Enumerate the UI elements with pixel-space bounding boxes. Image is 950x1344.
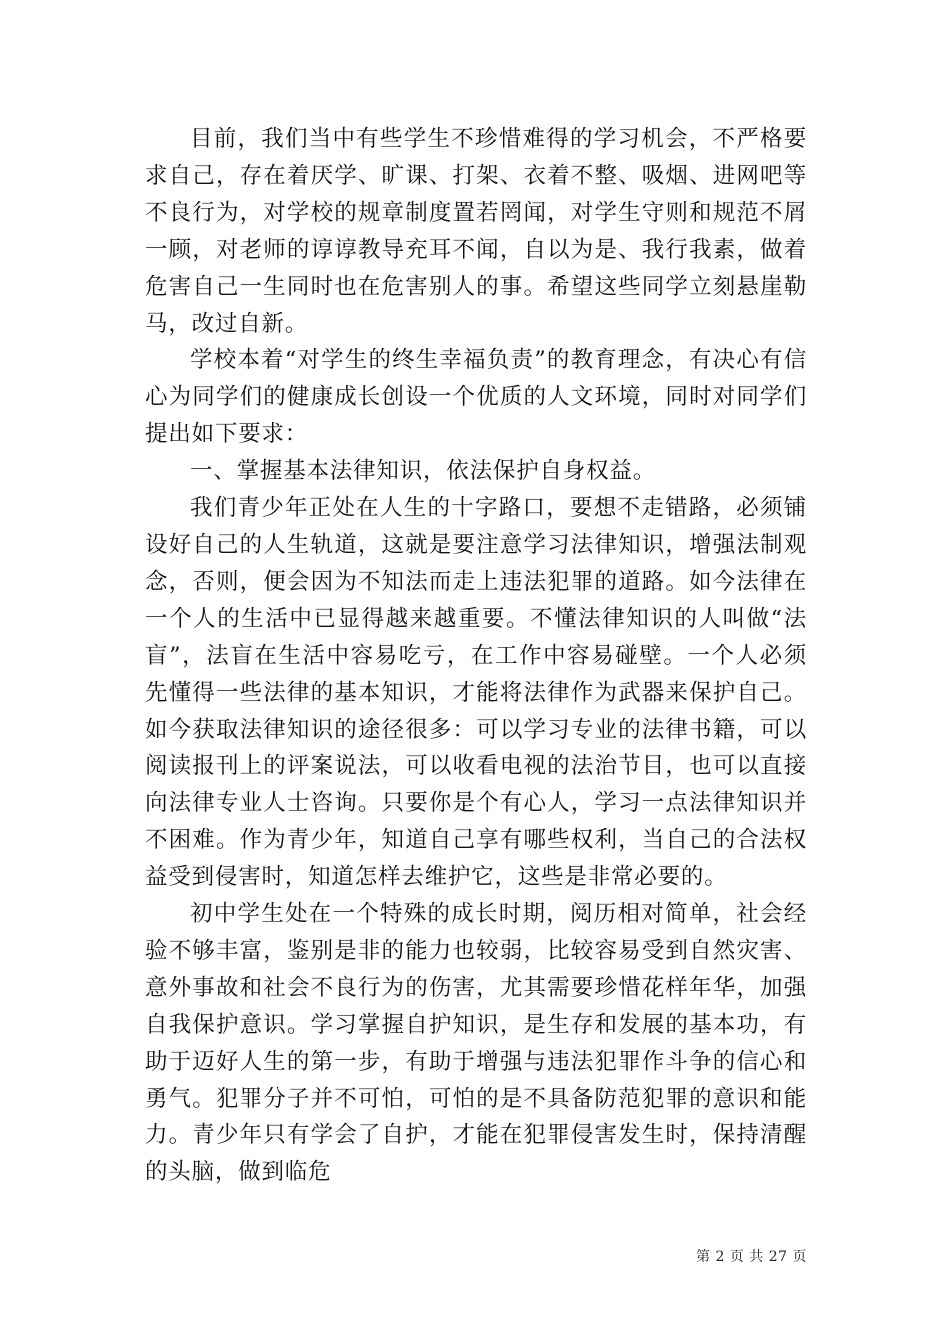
page-footer [0, 1247, 950, 1267]
paragraph-3-heading: 一、掌握基本法律知识，依法保护自身权益。 [190, 458, 657, 485]
paragraph-4: 我们青少年正处在人生的十字路口，要想不走错路，必须铺设好自己的人生轨道，这就是要注意学习法律知识，增强法制观念，否则，便会因为不知法而走上违法犯罪的道路。如今法律在一个人的生活中已显得越来越重要。不懂法律知识的人叫做“法盲”，法盲在生活中容易吃亏，在工作中容易碰壁。一个人必须先懂得一些法律的基本知识，才能将法律作为武器来保护自己。如今获取法律知识的途径很多：可以学习专业的法律书籍，可以阅读报刊上的评案说法，可以收看电视的法治节目，也可以直接向法律专业人士咨询。只要你是个有心人，学习一点法律知识并不困难。作为青少年，知道自己享有哪些权利，当自己的合法权益受到侵害时，知道怎样去维护它，这些是非常必要的。 [145, 495, 807, 891]
page-number: 第 2 页 共 27 页 [696, 1249, 807, 1265]
paragraph-5: 初中学生处在一个特殊的成长时期，阅历相对简单，社会经验不够丰富，鉴别是非的能力也较弱，比较容易受到自然灾害、意外事故和社会不良行为的伤害，尤其需要珍惜花样年华，加强自我保护意识。学习掌握自护知识，是生存和发展的基本功，有助于迈好人生的第一步，有助于增强与违法犯罪作斗争的信心和勇气。犯罪分子并不可怕，可怕的是不具备防范犯罪的意识和能力。青少年只有学会了自护，才能在犯罪侵害发生时，保持清醒的头脑，做到临危 [145, 901, 807, 1186]
document-body [145, 121, 807, 1191]
paragraph-1: 目前，我们当中有些学生不珍惜难得的学习机会，不严格要求自己，存在着厌学、旷课、打架、衣着不整、吸烟、进网吧等不良行为，对学校的规章制度置若罔闻，对学生守则和规范不屑一顾，对老师的谆谆教导充耳不闻，自以为是、我行我素，做着危害自己一生同时也在危害别人的事。希望这些同学立刻悬崖勒马，改过自新。 [145, 126, 807, 337]
paragraph-2: 学校本着“对学生的终生幸福负责”的教育理念，有决心有信心为同学们的健康成长创设一个优质的人文环境，同时对同学们提出如下要求： [145, 347, 807, 448]
